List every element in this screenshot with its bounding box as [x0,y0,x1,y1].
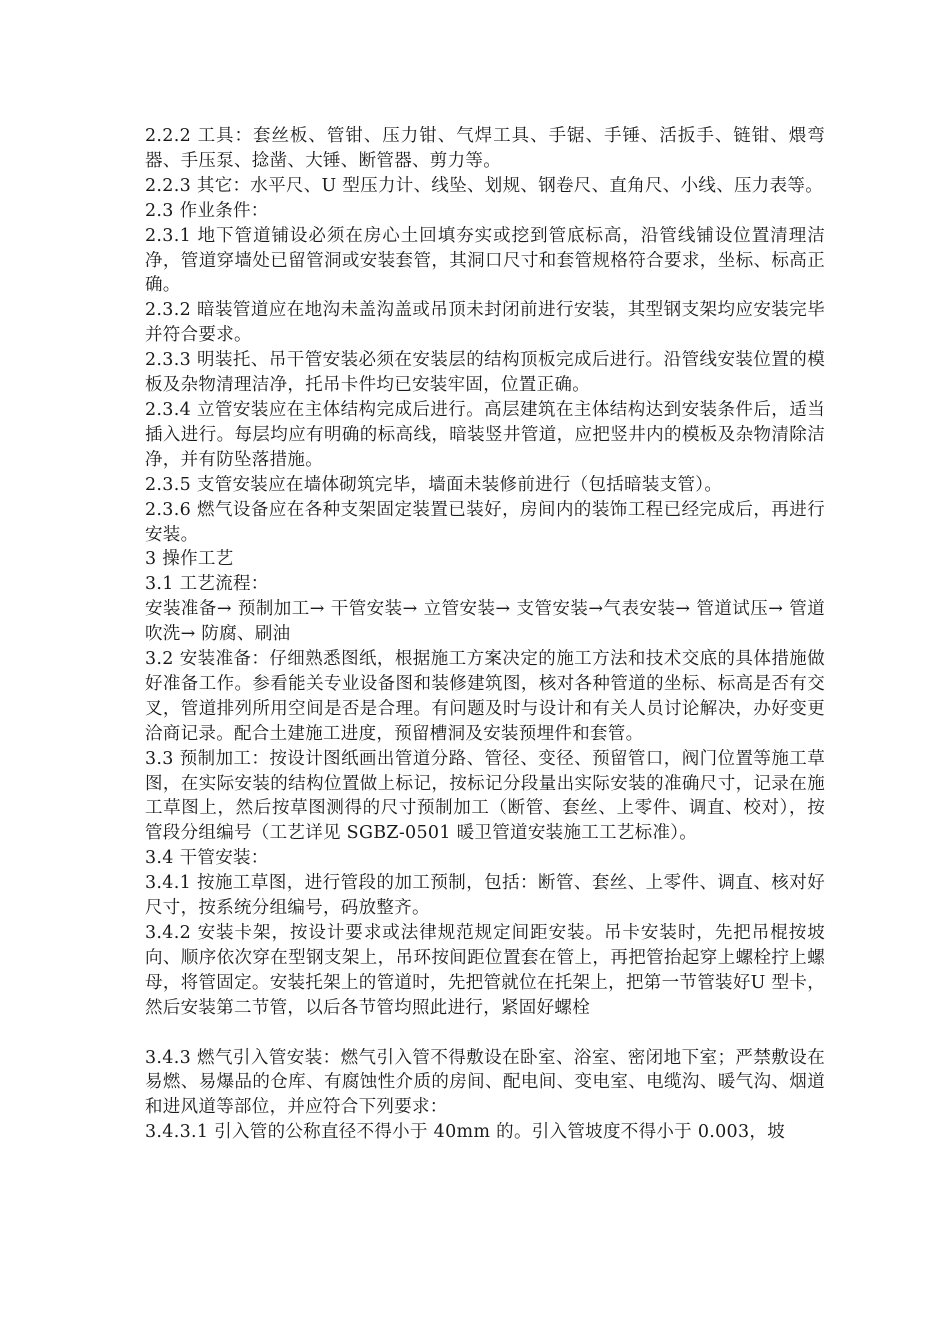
paragraph-3-4-3-1: 3.4.3.1 引入管的公称直径不得小于 40mm 的。引入管坡度不得小于 0.003，坡 [145,1122,786,1143]
paragraph-3-4-2: 3.4.2 安装卡架，按设计要求或法律规范规定间距安装。吊卡安装时，先把吊棍按坡向、顺序依次穿在型钢支架上，吊环按间距位置套在管上，再把管抬起穿上螺栓拧上螺母，将管固定。安装托架上的管道时，先把管就位在托架上，把第一节管装好U 型卡，然后安装第二节管，以后各节管均照此进行，紧固好螺栓 [145,923,825,1018]
heading-3: 3 操作工艺 [145,549,234,570]
blank-line [145,1021,825,1046]
paragraph-2-3-6: 2.3.6 燃气设备应在各种支架固定装置已装好，房间内的装饰工程已经完成后，再进行安装。 [145,499,825,545]
paragraph-2-3-2: 2.3.2 暗装管道应在地沟未盖沟盖或吊顶未封闭前进行安装，其型钢支架均应安装完毕并符合要求。 [145,300,825,346]
paragraph-2-3-5: 2.3.5 支管安装应在墙体砌筑完毕，墙面未装修前进行（包括暗装支管）。 [145,474,723,495]
paragraph-2-3-1: 2.3.1 地下管道铺设必须在房心土回填夯实或挖到管底标高，沿管线铺设位置清理洁净，管道穿墙处已留管洞或安装套管，其洞口尺寸和套管规格符合要求，坐标、标高正确。 [145,225,825,296]
process-flow: 安装准备→ 预制加工→ 干管安装→ 立管安装→ 支管安装→气表安装→ 管道试压→ 管道吹洗→ 防腐、刷油 [145,599,825,645]
paragraph-3-3: 3.3 预制加工：按设计图纸画出管道分路、管径、变径、预留管口，阀门位置等施工草图，在实际安装的结构位置做上标记，按标记分段量出实际安装的准确尺寸，记录在施工草图上，然后按草图测得的尺寸预制加工（断管、套丝、上零件、调直、校对），按管段分组编号（工艺详见 SGBZ-0501 暖卫管道安装施工工艺标准）。 [145,748,825,844]
paragraph-2-2-2: 2.2.2 工具：套丝板、管钳、压力钳、气焊工具、手锯、手锤、活扳手、链钳、煨弯器、手压泵、捻凿、大锤、断管器、剪力等。 [145,126,825,171]
heading-3-4: 3.4 干管安装： [145,848,269,869]
heading-2-3: 2.3 作业条件： [145,200,269,221]
paragraph-3-4-3: 3.4.3 燃气引入管安装：燃气引入管不得敷设在卧室、浴室、密闭地下室；严禁敷设在易燃、易爆品的仓库、有腐蚀性介质的房间、配电间、变电室、电缆沟、暖气沟、烟道和进风道等部位，并应符合下列要求： [145,1047,825,1118]
paragraph-2-2-3: 2.2.3 其它：水平尺、U 型压力计、线坠、划规、钢卷尺、直角尺、小线、压力表等。 [145,175,823,196]
heading-3-1: 3.1 工艺流程： [145,574,269,595]
paragraph-2-3-4: 2.3.4 立管安装应在主体结构完成后进行。高层建筑在主体结构达到安装条件后，适当插入进行。每层均应有明确的标高线，暗装竖井管道，应把竖井内的模板及杂物清除洁净，并有防坠落措施。 [145,399,825,470]
document-body [145,124,825,1145]
paragraph-2-3-3: 2.3.3 明装托、吊干管安装必须在安装层的结构顶板完成后进行。沿管线安装位置的模板及杂物清理洁净，托吊卡件均已安装牢固，位置正确。 [145,350,825,396]
paragraph-3-4-1: 3.4.1 按施工草图，进行管段的加工预制，包括：断管、套丝、上零件、调直、核对好尺寸，按系统分组编号，码放整齐。 [145,873,825,919]
paragraph-3-2: 3.2 安装准备：仔细熟悉图纸，根据施工方案决定的施工方法和技术交底的具体措施做好准备工作。参看能关专业设备图和装修建筑图，核对各种管道的坐标、标高是否有交叉，管道排列所用空间是否是合理。有问题及时与设计和有关人员讨论解决，办好变更洽商记录。配合土建施工进度，预留槽洞及安装预埋件和套管。 [145,649,825,744]
